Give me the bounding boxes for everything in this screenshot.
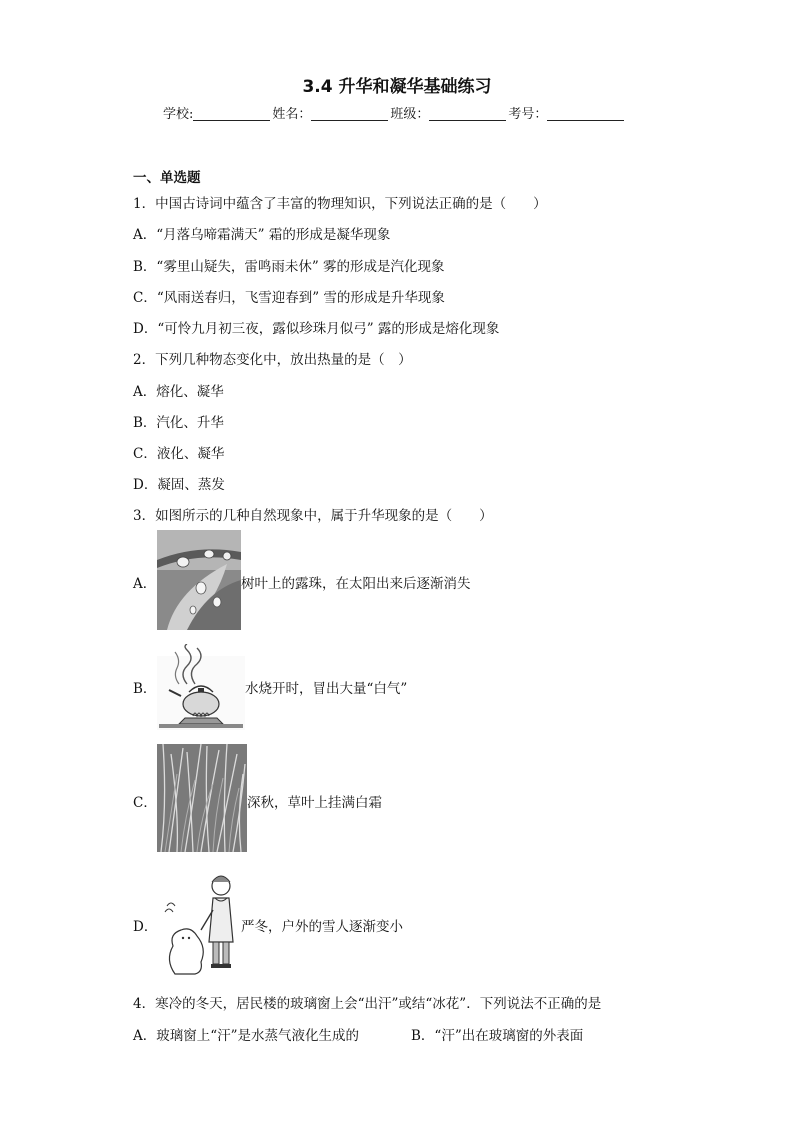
q1-option-b: B．“雾里山疑失，雷鸣雨未休” 雾的形成是汽化现象 bbox=[133, 259, 445, 275]
q2-option-a: A．熔化、凝华 bbox=[133, 384, 224, 400]
number-blank[interactable] bbox=[547, 106, 624, 121]
q1-option-d: D．“可怜九月初三夜，露似珍珠月似弓” 露的形成是熔化现象 bbox=[133, 321, 500, 337]
q3-option-a-text: 树叶上的露珠，在太阳出来后逐渐消失 bbox=[241, 576, 471, 592]
q3-option-a-label: A． bbox=[133, 576, 157, 592]
q1-option-a: A．“月落乌啼霜满天” 霜的形成是凝华现象 bbox=[133, 227, 391, 243]
page-title: 3.4 升华和凝华基础练习 bbox=[302, 77, 492, 97]
q1-option-c: C．“风雨送春归，飞雪迎春到” 雪的形成是升华现象 bbox=[133, 290, 445, 306]
boiling-kettle-image bbox=[157, 644, 245, 730]
name-blank[interactable] bbox=[311, 106, 388, 121]
q4-option-a: A．玻璃窗上“汗”是水蒸气液化生成的 bbox=[133, 1028, 360, 1044]
q2-option-d: D．凝固、蒸发 bbox=[133, 477, 225, 493]
q3-option-b-text: 水烧开时，冒出大量“白气” bbox=[245, 681, 408, 697]
q3-option-d-label: D． bbox=[133, 919, 158, 935]
section-heading: 一、单选题 bbox=[133, 170, 201, 186]
school-blank[interactable] bbox=[193, 106, 270, 121]
q4-stem: 4．寒冷的冬天，居民楼的玻璃窗上会“出汗”或结“冰花”．下列说法不正确的是 bbox=[133, 996, 602, 1012]
q3-option-b-label: B． bbox=[133, 681, 157, 697]
school-label: 学校: bbox=[163, 107, 194, 122]
q4-option-b: B．“汗”出在玻璃窗的外表面 bbox=[411, 1028, 584, 1044]
q3-stem: 3．如图所示的几种自然现象中，属于升华现象的是（ ） bbox=[133, 508, 493, 524]
student-info-row bbox=[163, 103, 626, 122]
class-blank[interactable] bbox=[429, 106, 506, 121]
q1-stem: 1．中国古诗词中蕴含了丰富的物理知识，下列说法正确的是（ ） bbox=[133, 196, 547, 212]
q2-option-c: C．液化、凝华 bbox=[133, 446, 225, 462]
number-label: 考号： bbox=[508, 107, 548, 122]
snowman-child-image bbox=[157, 870, 243, 976]
frosted-grass-image bbox=[157, 744, 247, 852]
class-label: 班级： bbox=[390, 107, 430, 122]
q2-stem: 2．下列几种物态变化中，放出热量的是（ ） bbox=[133, 352, 412, 368]
q2-option-b: B．汽化、升华 bbox=[133, 415, 224, 431]
name-label: 姓名： bbox=[272, 107, 312, 122]
q3-option-d-text: 严冬，户外的雪人逐渐变小 bbox=[241, 919, 403, 935]
q3-option-c-label: C． bbox=[133, 795, 157, 811]
q3-option-c-text: 深秋，草叶上挂满白霜 bbox=[247, 795, 382, 811]
dewdrop-leaf-image bbox=[157, 530, 241, 630]
